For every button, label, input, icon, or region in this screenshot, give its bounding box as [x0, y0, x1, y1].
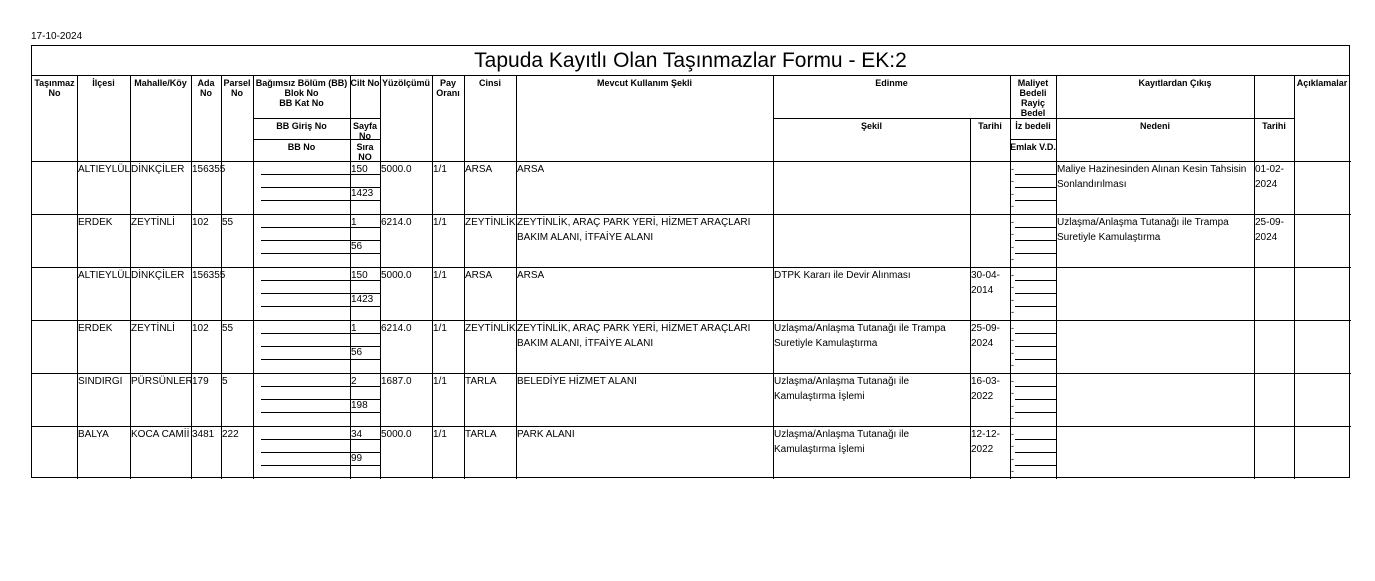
- cell-ilce: SINDIRGI: [78, 376, 123, 387]
- maliyet-dash: -: [1011, 413, 1014, 423]
- cell-mevcut: ZEYTİNLİK, ARAÇ PARK YERİ, HİZMET ARAÇLARI BAKIM ALANI, İTFAİYE ALANI: [517, 217, 751, 243]
- maliyet-dash: -: [1011, 217, 1014, 227]
- header-mahalle: Mahalle/Köy: [134, 78, 187, 88]
- print-date: 17-10-2024: [31, 31, 83, 42]
- maliyet-dash: -: [1011, 270, 1014, 280]
- cell-parsel: 55: [222, 217, 234, 228]
- grid-vline: [970, 118, 971, 479]
- maliyet-dash: -: [1011, 376, 1014, 386]
- cell-edinme-tarih: 16-03-2022: [971, 376, 1000, 402]
- maliyet-dash: -: [1011, 282, 1014, 292]
- maliyet-dash: -: [1011, 323, 1014, 333]
- grid-vline: [1294, 75, 1295, 479]
- bb-subline: [261, 306, 350, 307]
- cell-mevcut: PARK ALANI: [517, 429, 575, 440]
- maliyet-subline: [1015, 200, 1056, 201]
- maliyet-dash: -: [1011, 242, 1014, 252]
- header-yuzolcum: Yüzölçümü: [381, 78, 430, 88]
- maliyet-dash: -: [1011, 254, 1014, 264]
- bb-subline: [261, 240, 350, 241]
- maliyet-dash: -: [1011, 401, 1014, 411]
- grid-vline: [1254, 75, 1255, 479]
- cell-cilt: 34: [351, 429, 363, 440]
- bb-subline: [261, 253, 350, 254]
- cell-sayfa: 1423: [351, 188, 374, 199]
- header-cikis: Kayıtlardan Çıkış: [1138, 78, 1212, 88]
- maliyet-subline: [1015, 452, 1056, 453]
- maliyet-dash: -: [1011, 307, 1014, 317]
- header-sira: Sıra NO: [356, 142, 374, 162]
- header-mevcut: Mevcut Kullanım Şekli: [596, 78, 693, 88]
- header-cinsi: Cinsi: [478, 78, 501, 88]
- cell-mahalle: ZEYTİNLİ: [131, 217, 175, 228]
- header-aciklama: Açıklamalar: [1296, 78, 1348, 88]
- cell-ada: 156355: [192, 164, 226, 175]
- header-cikis-tarih: Tarihi: [1262, 121, 1286, 131]
- cell-yuzolcum: 5000.0: [381, 429, 412, 440]
- cell-cinsi: TARLA: [465, 376, 497, 387]
- cell-pay: 1/1: [433, 323, 447, 334]
- cell-mahalle: DİNKÇİLER: [131, 270, 185, 281]
- header-ilce: İlçesi: [92, 78, 115, 88]
- cell-sayfa: 198: [351, 400, 368, 411]
- maliyet-dash: -: [1011, 176, 1014, 186]
- header-line: [1010, 118, 1056, 119]
- header-ada: Ada No: [197, 78, 215, 98]
- header-tasinmaz-no: Taşınmaz No: [34, 78, 75, 98]
- maliyet-dash: -: [1011, 164, 1014, 174]
- maliyet-dash: -: [1011, 360, 1014, 370]
- cell-sayfa: 56: [351, 347, 363, 358]
- bb-subline: [261, 439, 350, 440]
- cell-ada: 102: [192, 323, 209, 334]
- cell-cinsi: ZEYTİNLİK: [465, 217, 516, 228]
- maliyet-subline: [1015, 227, 1056, 228]
- maliyet-dash: -: [1011, 335, 1014, 345]
- cell-cinsi: TARLA: [465, 429, 497, 440]
- cell-mevcut: ARSA: [517, 164, 545, 175]
- bb-subline: [261, 187, 350, 188]
- cell-yuzolcum: 1687.0: [381, 376, 412, 387]
- bb-subline: [261, 174, 350, 175]
- cell-cikis-neden: Maliye Hazinesinden Alınan Kesin Tahsisin Sonlandırılması: [1057, 164, 1247, 190]
- grid-vline: [1056, 75, 1057, 479]
- cell-cilt: 150: [351, 270, 368, 281]
- maliyet-dash: -: [1011, 295, 1014, 305]
- maliyet-dash: -: [1011, 429, 1014, 439]
- cell-ada: 156355: [192, 270, 226, 281]
- cell-ilce: ALTIEYLÜL: [78, 270, 131, 281]
- maliyet-dash: -: [1011, 201, 1014, 211]
- maliyet-subline: [1015, 253, 1056, 254]
- cell-parsel: 222: [222, 429, 239, 440]
- bb-subline: [261, 346, 350, 347]
- cell-pay: 1/1: [433, 217, 447, 228]
- maliyet-subline: [1015, 306, 1056, 307]
- cell-ilce: ERDEK: [78, 323, 113, 334]
- header-pay: Pay Oranı: [436, 78, 460, 98]
- maliyet-subline: [1015, 187, 1056, 188]
- cell-parsel: 55: [222, 323, 234, 334]
- maliyet-subline: [1015, 240, 1056, 241]
- header-bb-kat: BB Kat No: [279, 98, 324, 108]
- cell-pay: 1/1: [433, 270, 447, 281]
- cell-cilt: 2: [351, 376, 357, 387]
- cell-cilt: 150: [351, 164, 368, 175]
- header-bb-blok: Bağımsız Bölüm (BB) Blok No: [255, 78, 348, 98]
- header-emlak: Emlak V.D.: [1010, 142, 1056, 152]
- bb-subline: [261, 359, 350, 360]
- cell-cilt: 1: [351, 217, 357, 228]
- cell-yuzolcum: 5000.0: [381, 270, 412, 281]
- cell-mevcut: ARSA: [517, 270, 545, 281]
- bb-subline: [261, 399, 350, 400]
- cell-pay: 1/1: [433, 164, 447, 175]
- maliyet-subline: [1015, 174, 1056, 175]
- cell-mevcut: BELEDİYE HİZMET ALANI: [517, 376, 637, 387]
- bb-subline: [261, 465, 350, 466]
- cell-pay: 1/1: [433, 429, 447, 440]
- cell-edinme-sekil: DTPK Kararı ile Devir Alınması: [774, 270, 911, 281]
- cell-edinme-sekil: Uzlaşma/Anlaşma Tutanağı ile Kamulaştırma İşlemi: [774, 376, 910, 402]
- maliyet-subline: [1015, 412, 1056, 413]
- cell-ilce: BALYA: [78, 429, 109, 440]
- cell-edinme-tarih: 30-04-2014: [971, 270, 1000, 296]
- cell-yuzolcum: 5000.0: [381, 164, 412, 175]
- bb-subline: [261, 293, 350, 294]
- cell-cikis-neden: Uzlaşma/Anlaşma Tutanağı ile Trampa Suretiyle Kamulaştırma: [1057, 217, 1229, 243]
- maliyet-subline: [1015, 399, 1056, 400]
- cell-ilce: ERDEK: [78, 217, 113, 228]
- bb-subline: [261, 452, 350, 453]
- bb-subline: [261, 200, 350, 201]
- cell-ada: 102: [192, 217, 209, 228]
- cell-sayfa: 99: [351, 453, 363, 464]
- header-sayfa: Sayfa No: [352, 121, 378, 141]
- bb-subline: [261, 412, 350, 413]
- grid-vline: [253, 75, 254, 479]
- cell-edinme-sekil: Uzlaşma/Anlaşma Tutanağı ile Kamulaştırma İşlemi: [774, 429, 910, 455]
- cell-ada: 3481: [192, 429, 215, 440]
- cell-edinme-sekil: Uzlaşma/Anlaşma Tutanağı ile Trampa Suretiyle Kamulaştırma: [774, 323, 946, 349]
- cell-sayfa: 1423: [351, 294, 374, 305]
- cell-parsel: 5: [222, 376, 228, 387]
- header-line: [253, 118, 380, 119]
- cell-ilce: ALTIEYLÜL: [78, 164, 131, 175]
- form-title: Tapuda Kayıtlı Olan Taşınmazlar Formu - EK:2: [32, 46, 1349, 76]
- header-line: [773, 118, 1010, 119]
- cell-edinme-tarih: 12-12-2022: [971, 429, 1000, 455]
- cell-yuzolcum: 6214.0: [381, 217, 412, 228]
- cell-cilt: 1: [351, 323, 357, 334]
- cell-sayfa: 56: [351, 241, 363, 252]
- maliyet-subline: [1015, 333, 1056, 334]
- header-line: [1010, 139, 1056, 140]
- cell-cikis-tarih: 01-02-2024: [1255, 164, 1284, 190]
- maliyet-subline: [1015, 439, 1056, 440]
- maliyet-dash: -: [1011, 348, 1014, 358]
- bb-subline: [261, 386, 350, 387]
- bb-subline: [261, 333, 350, 334]
- cell-pay: 1/1: [433, 376, 447, 387]
- cell-ada: 179: [192, 376, 209, 387]
- bb-subline: [261, 227, 350, 228]
- cell-cinsi: ARSA: [465, 164, 493, 175]
- header-edinme-sekil: Şekil: [860, 121, 882, 131]
- header-maliyet: Maliyet Bedeli: [1017, 78, 1049, 98]
- cell-cikis-tarih: 25-09-2024: [1255, 217, 1284, 243]
- maliyet-subline: [1015, 293, 1056, 294]
- header-parsel: Parsel No: [223, 78, 251, 98]
- bb-subline: [261, 280, 350, 281]
- header-bb-giris: BB Giriş No: [276, 121, 327, 131]
- form-table: [31, 45, 1350, 478]
- cell-mahalle: PÜRSÜNLER: [131, 376, 193, 387]
- cell-mahalle: DİNKÇİLER: [131, 164, 185, 175]
- header-edinme: Edinme: [875, 78, 908, 88]
- cell-mahalle: ZEYTİNLİ: [131, 323, 175, 334]
- cell-yuzolcum: 6214.0: [381, 323, 412, 334]
- cell-cinsi: ZEYTİNLİK: [465, 323, 516, 334]
- cell-mevcut: ZEYTİNLİK, ARAÇ PARK YERİ, HİZMET ARAÇLARI BAKIM ALANI, İTFAİYE ALANI: [517, 323, 751, 349]
- maliyet-dash: -: [1011, 189, 1014, 199]
- maliyet-dash: -: [1011, 441, 1014, 451]
- header-cikis-neden: Nedeni: [1139, 121, 1170, 131]
- header-cilt: Cilt No: [350, 78, 380, 88]
- maliyet-subline: [1015, 465, 1056, 466]
- header-rayic: Rayiç Bedel: [1020, 98, 1046, 118]
- header-bb-no: BB No: [287, 142, 316, 152]
- cell-mahalle: KOCA CAMİİ: [131, 429, 190, 440]
- maliyet-subline: [1015, 280, 1056, 281]
- header-iz: İz bedeli: [1015, 121, 1051, 131]
- header-line: [1056, 118, 1294, 119]
- maliyet-dash: -: [1011, 229, 1014, 239]
- maliyet-dash: -: [1011, 466, 1014, 476]
- maliyet-dash: -: [1011, 388, 1014, 398]
- maliyet-subline: [1015, 359, 1056, 360]
- maliyet-subline: [1015, 386, 1056, 387]
- maliyet-dash: -: [1011, 454, 1014, 464]
- header-edinme-tarih: Tarihi: [978, 121, 1002, 131]
- cell-edinme-tarih: 25-09-2024: [971, 323, 1000, 349]
- cell-cinsi: ARSA: [465, 270, 493, 281]
- maliyet-subline: [1015, 346, 1056, 347]
